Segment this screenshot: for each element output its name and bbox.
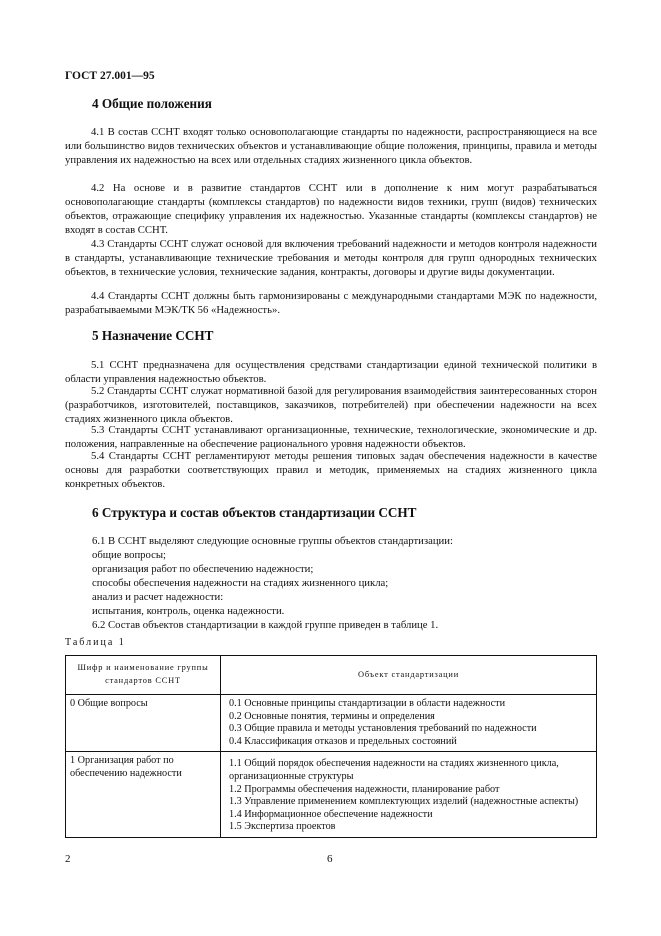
table-header-object: Объект стандартизации <box>221 656 597 695</box>
paragraph-4-3: 4.3 Стандарты ССНТ служат основой для включения требований надежности и методов контроля надежности в стандарты, устанавливающие технические требования и методы контроля для групп однородных технических объектов, в технические условия, технические задания, контракты, договоры и другие виды документации. <box>65 238 597 278</box>
paragraph-4-4: 4.4 Стандарты ССНТ должны быть гармонизированы с международными стандартами МЭК по надежности, разрабатываемыми МЭК/ТК 56 «Надежность». <box>65 290 597 316</box>
paragraph-4-1: 4.1 В состав ССНТ входят только основополагающие стандарты по надежности, распространяющиеся на все или большинство видов технических объектов и устанавливающие общие положения, принципы, правила и методы управления их надежностью на всех или отдельных стадиях жизненного цикла объектов. <box>65 126 597 166</box>
list-item: испытания, контроль, оценка надежности. <box>92 605 285 617</box>
table-row <box>66 752 597 838</box>
table-header-group: Шифр и наименование группы стандартов ССНТ <box>66 656 221 695</box>
page-number-center: 6 <box>327 853 333 865</box>
table-cell-group: 1 Организация работ по обеспечению надежности <box>66 752 221 838</box>
object-item: 0.1 Основные принципы стандартизации в области надежности <box>229 698 506 709</box>
section-5-title: 5 Назначение ССНТ <box>92 328 214 343</box>
page-number-left: 2 <box>65 853 71 865</box>
paragraph-5-4: 5.4 Стандарты ССНТ регламентируют методы решения типовых задач обеспечения надежности в качестве основы для разработки соответствующих правил и методик, применяемых на стадиях жизненного цикла конкретных объектов. <box>65 450 597 490</box>
table-cell-objects <box>221 752 597 838</box>
section-4-title: 4 Общие положения <box>92 96 212 111</box>
list-item: анализ и расчет надежности: <box>92 591 224 603</box>
paragraph-5-1: 5.1 ССНТ предназначена для осуществления средствами стандартизации единой технической политики в области управления надежностью объектов. <box>65 359 597 385</box>
paragraph-6-2: 6.2 Состав объектов стандартизации в каждой группе приведен в таблице 1. <box>92 619 439 631</box>
object-item: 1.5 Экспертиза проектов <box>229 821 336 833</box>
paragraph-5-2: 5.2 Стандарты ССНТ служат нормативной базой для регулирования взаимодействия заинтересованных сторон (разработчиков, изготовителей, поставщиков, заказчиков, потребителей) при обеспечении надежности на всех стадиях жизненного цикла объектов. <box>65 385 597 425</box>
list-item: способы обеспечения надежности на стадиях жизненного цикла; <box>92 577 389 589</box>
object-item: 1.1 Общий порядок обеспечения надежности на стадиях жизненного цикла, организационные структуры <box>229 758 559 782</box>
object-item: 1.2 Программы обеспечения надежности, планирование работ <box>229 783 500 795</box>
paragraph-4-2: 4.2 На основе и в развитие стандартов ССНТ или в дополнение к ним могут разрабатываться основополагающие стандарты (комплексы стандартов) по надежности видов техники, групп (видов) технических объектов, отражающие специфику управления их надежностью. Указанные стандарты (комплексы стандартов) не входят в состав ССНТ. <box>65 182 597 236</box>
object-item: 0.4 Классификация отказов и предельных состояний <box>229 735 457 747</box>
object-item: 0.3 Общие правила и методы установления требований по надежности <box>229 723 537 735</box>
object-item: 1.4 Информационное обеспечение надежности <box>229 808 433 820</box>
object-item: 0.2 Основные понятия, термины и определения <box>229 710 435 722</box>
document-id: ГОСТ 27.001—95 <box>65 70 155 82</box>
table-header-row <box>66 656 597 695</box>
section-6-title: 6 Структура и состав объектов стандартизации ССНТ <box>92 505 417 520</box>
table-row <box>66 695 597 752</box>
table-cell-group: 0 Общие вопросы <box>66 695 221 752</box>
paragraph-6-1: 6.1 В ССНТ выделяют следующие основные группы объектов стандартизации: <box>92 535 453 547</box>
object-item: 1.3 Управление применением комплектующих изделий (надежностные аспекты) <box>229 796 579 808</box>
list-item: организация работ по обеспечению надежности; <box>92 563 314 575</box>
list-item: общие вопросы; <box>92 549 167 561</box>
paragraph-5-3: 5.3 Стандарты ССНТ устанавливают организационные, технические, технологические, экономические и др. положения, направленные на обеспечение рационального уровня надежности объектов. <box>65 424 597 450</box>
table-cell-objects <box>221 695 597 752</box>
standardization-table <box>65 655 597 838</box>
table-caption: Таблица 1 <box>65 637 126 648</box>
